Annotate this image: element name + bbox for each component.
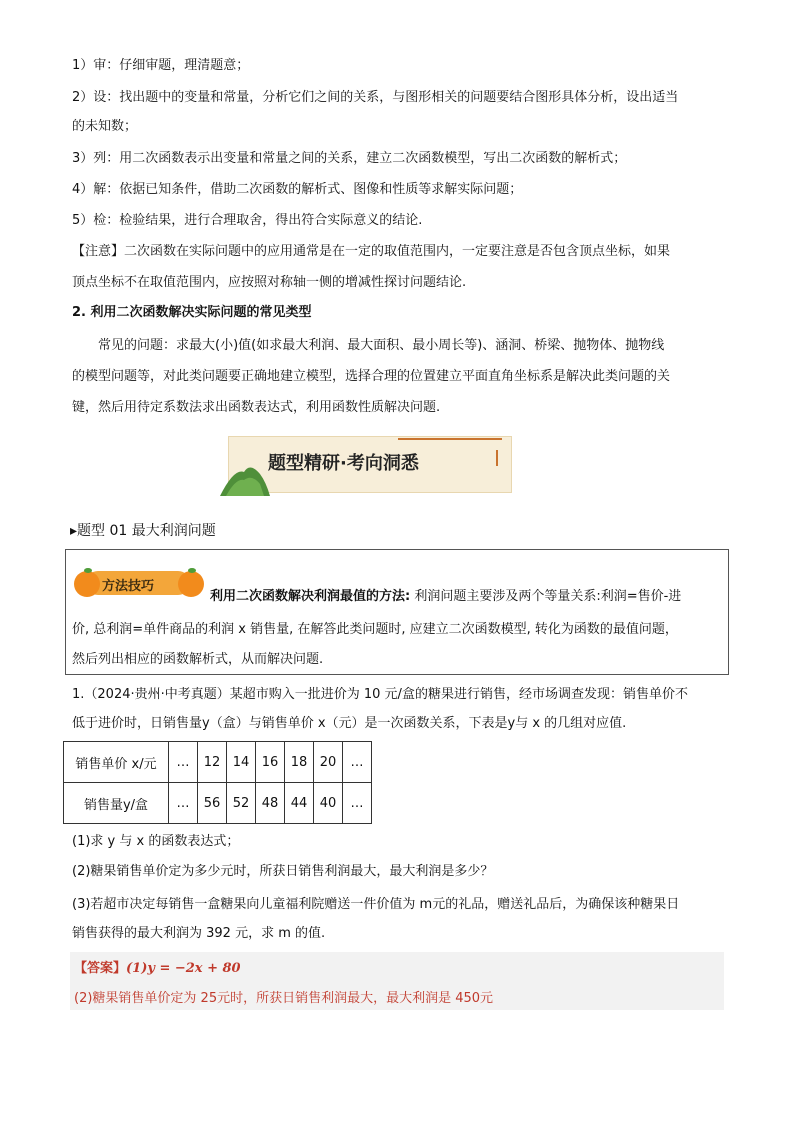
table-cell: … bbox=[343, 783, 372, 824]
method-line-1 bbox=[210, 587, 730, 607]
question-2: (2)糖果销售单价定为多少元时，所获日销售利润最大，最大利润是多少？ bbox=[72, 864, 494, 879]
table-cell: 40 bbox=[314, 783, 343, 824]
section-2-para-2: 的模型问题等，对此类问题要正确地建立模型，选择合理的位置建立平面直角坐标系是解决此类问题的关 bbox=[72, 369, 671, 384]
badge-label: 方法技巧 bbox=[102, 579, 155, 594]
table-header-price: 销售单价 x/元 bbox=[64, 742, 169, 783]
table-row bbox=[64, 783, 372, 824]
method-box bbox=[65, 549, 729, 675]
answer-line-1 bbox=[74, 957, 241, 976]
type-title: ▸题型 01 最大利润问题 bbox=[70, 523, 216, 539]
table-cell: 56 bbox=[198, 783, 227, 824]
table-cell: 48 bbox=[256, 783, 285, 824]
problem-line-1: 1.（2024·贵州·中考真题）某超市购入一批进价为 10 元/盒的糖果进行销售，经市场调查发现：销售单价不 bbox=[72, 687, 688, 702]
note-line-1: 【注意】二次函数在实际问题中的应用通常是在一定的取值范围内，一定要注意是否包含顶点坐标，如果 bbox=[72, 244, 671, 259]
orange-icon bbox=[178, 571, 204, 597]
question-1: (1)求 y 与 x 的函数表达式； bbox=[72, 834, 240, 849]
table-cell: 16 bbox=[256, 742, 285, 783]
section-2-para-3: 键，然后用待定系数法求出函数表达式，利用函数性质解决问题. bbox=[72, 400, 441, 415]
data-table bbox=[63, 741, 372, 824]
table-cell: 44 bbox=[285, 783, 314, 824]
method-line-3: 然后列出相应的函数解析式，从而解决问题. bbox=[72, 652, 324, 667]
orange-icon bbox=[74, 571, 100, 597]
table-cell: 52 bbox=[227, 783, 256, 824]
method-line-2: 价, 总利润=单件商品的利润 x 销售量, 在解答此类问题时, 应建立二次函数模型, 转化为函数的最值问题， bbox=[72, 622, 678, 637]
answer-tag: 【答案】 bbox=[74, 961, 127, 976]
table-cell: 12 bbox=[198, 742, 227, 783]
problem-line-2: 低于进价时，日销售量y（盒）与销售单价 x（元）是一次函数关系，下表是y与 x 的几组对应值. bbox=[72, 716, 627, 731]
step-2: 2）设：找出题中的变量和常量，分析它们之间的关系，与图形相关的问题要结合图形具体分析，设出适当 bbox=[72, 90, 679, 105]
table-cell: … bbox=[169, 742, 198, 783]
table-header-sales: 销售量y/盒 bbox=[64, 783, 169, 824]
table-cell: 14 bbox=[227, 742, 256, 783]
answer-2: (2)糖果销售单价定为 25元时，所获日销售利润最大，最大利润是 450元 bbox=[74, 991, 494, 1006]
step-1: 1）审：仔细审题，理清题意； bbox=[72, 58, 250, 73]
question-3-cont: 销售获得的最大利润为 392 元，求 m 的值. bbox=[72, 926, 326, 941]
banner-accent-line bbox=[398, 438, 502, 440]
section-2-heading: 2. 利用二次函数解决实际问题的常见类型 bbox=[72, 305, 312, 320]
banner-accent-bar bbox=[496, 450, 498, 466]
step-3: 3）列：用二次函数表示出变量和常量之间的关系，建立二次函数模型，写出二次函数的解析式； bbox=[72, 151, 627, 166]
answer-box bbox=[70, 952, 724, 1010]
table-cell: 20 bbox=[314, 742, 343, 783]
section-2-para-1: 常见的问题：求最大(小)值(如求最大利润、最大面积、最小周长等)、涵洞、桥梁、抛物体、抛物线 bbox=[98, 338, 665, 353]
question-3: (3)若超市决定每销售一盒糖果向儿童福利院赠送一件价值为 m元的礼品，赠送礼品后，为确保该种糖果日 bbox=[72, 897, 680, 912]
table-cell: … bbox=[169, 783, 198, 824]
note-line-2: 顶点坐标不在取值范围内，应按照对称轴一侧的增减性探讨问题结论. bbox=[72, 275, 467, 290]
hill-icon bbox=[220, 462, 270, 496]
table-cell: … bbox=[343, 742, 372, 783]
section-banner bbox=[220, 430, 510, 495]
banner-title: 题型精研·考向洞悉 bbox=[268, 453, 419, 474]
step-4: 4）解：依据已知条件，借助二次函数的解析式、图像和性质等求解实际问题； bbox=[72, 182, 523, 197]
method-badge bbox=[74, 567, 202, 599]
table-cell: 18 bbox=[285, 742, 314, 783]
step-5: 5）检：检验结果，进行合理取舍，得出符合实际意义的结论. bbox=[72, 213, 423, 228]
method-lead: 利用二次函数解决利润最值的方法: bbox=[210, 589, 411, 604]
leaf-icon bbox=[188, 568, 196, 573]
leaf-icon bbox=[84, 568, 92, 573]
method-line-1-rest: 利润问题主要涉及两个等量关系:利润=售价-进 bbox=[410, 589, 682, 604]
step-2-cont: 的未知数； bbox=[72, 119, 138, 134]
answer-1: (1)y = −2x + 80 bbox=[126, 961, 241, 976]
table-row bbox=[64, 742, 372, 783]
